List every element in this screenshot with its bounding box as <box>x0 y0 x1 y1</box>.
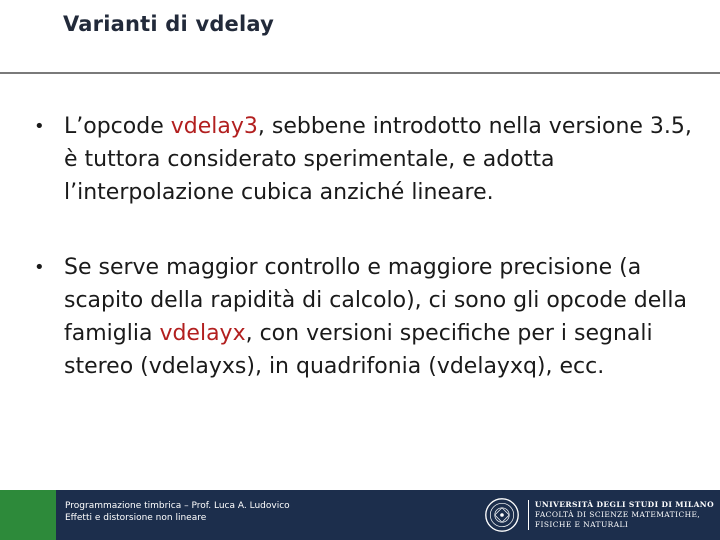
bullet-text-part: , con versioni specifiche per i segnali stereo (vdelayxs), in quadrifonia (vdelayxq), ecc. <box>64 321 653 379</box>
opcode-highlight: vdelayx <box>159 321 246 346</box>
university-logo <box>484 494 714 536</box>
footer-topic-line: Effetti e distorsione non lineare <box>65 513 207 523</box>
footer-accent-bar <box>0 490 56 540</box>
bullet-item <box>34 110 706 209</box>
slide-footer <box>0 490 720 540</box>
bullet-item <box>34 251 706 383</box>
bullet-text-part: Se serve maggior controllo e maggiore precisione (a scapito della rapidità di calcolo), ci sono gli opcode della famiglia <box>64 255 688 346</box>
faculty-line: FISICHE E NATURALI <box>534 520 629 529</box>
title-divider <box>0 72 720 74</box>
faculty-line: FACOLTÀ DI SCIENZE MATEMATICHE, <box>534 510 701 519</box>
bullet-dot-icon: • <box>34 257 45 278</box>
bullet-text-part: L’opcode <box>64 114 171 139</box>
university-text <box>528 500 714 530</box>
footer-course-line: Programmazione timbrica – Prof. Luca A. Ludovico <box>65 501 290 511</box>
bullet-text-part: , sebbene introdotto nella versione 3.5, è tuttora considerato sperimentale, e adotta l’interpolazione cubica anziché lineare. <box>64 114 692 205</box>
university-name: UNIVERSITÀ DEGLI STUDI DI MILANO <box>534 500 714 509</box>
bullet-list <box>34 110 706 383</box>
opcode-highlight: vdelay3 <box>170 114 258 139</box>
bullet-dot-icon: • <box>34 116 45 137</box>
footer-caption <box>56 490 356 540</box>
slide-title: Varianti di vdelay <box>63 12 275 36</box>
university-seal-icon <box>484 497 520 533</box>
